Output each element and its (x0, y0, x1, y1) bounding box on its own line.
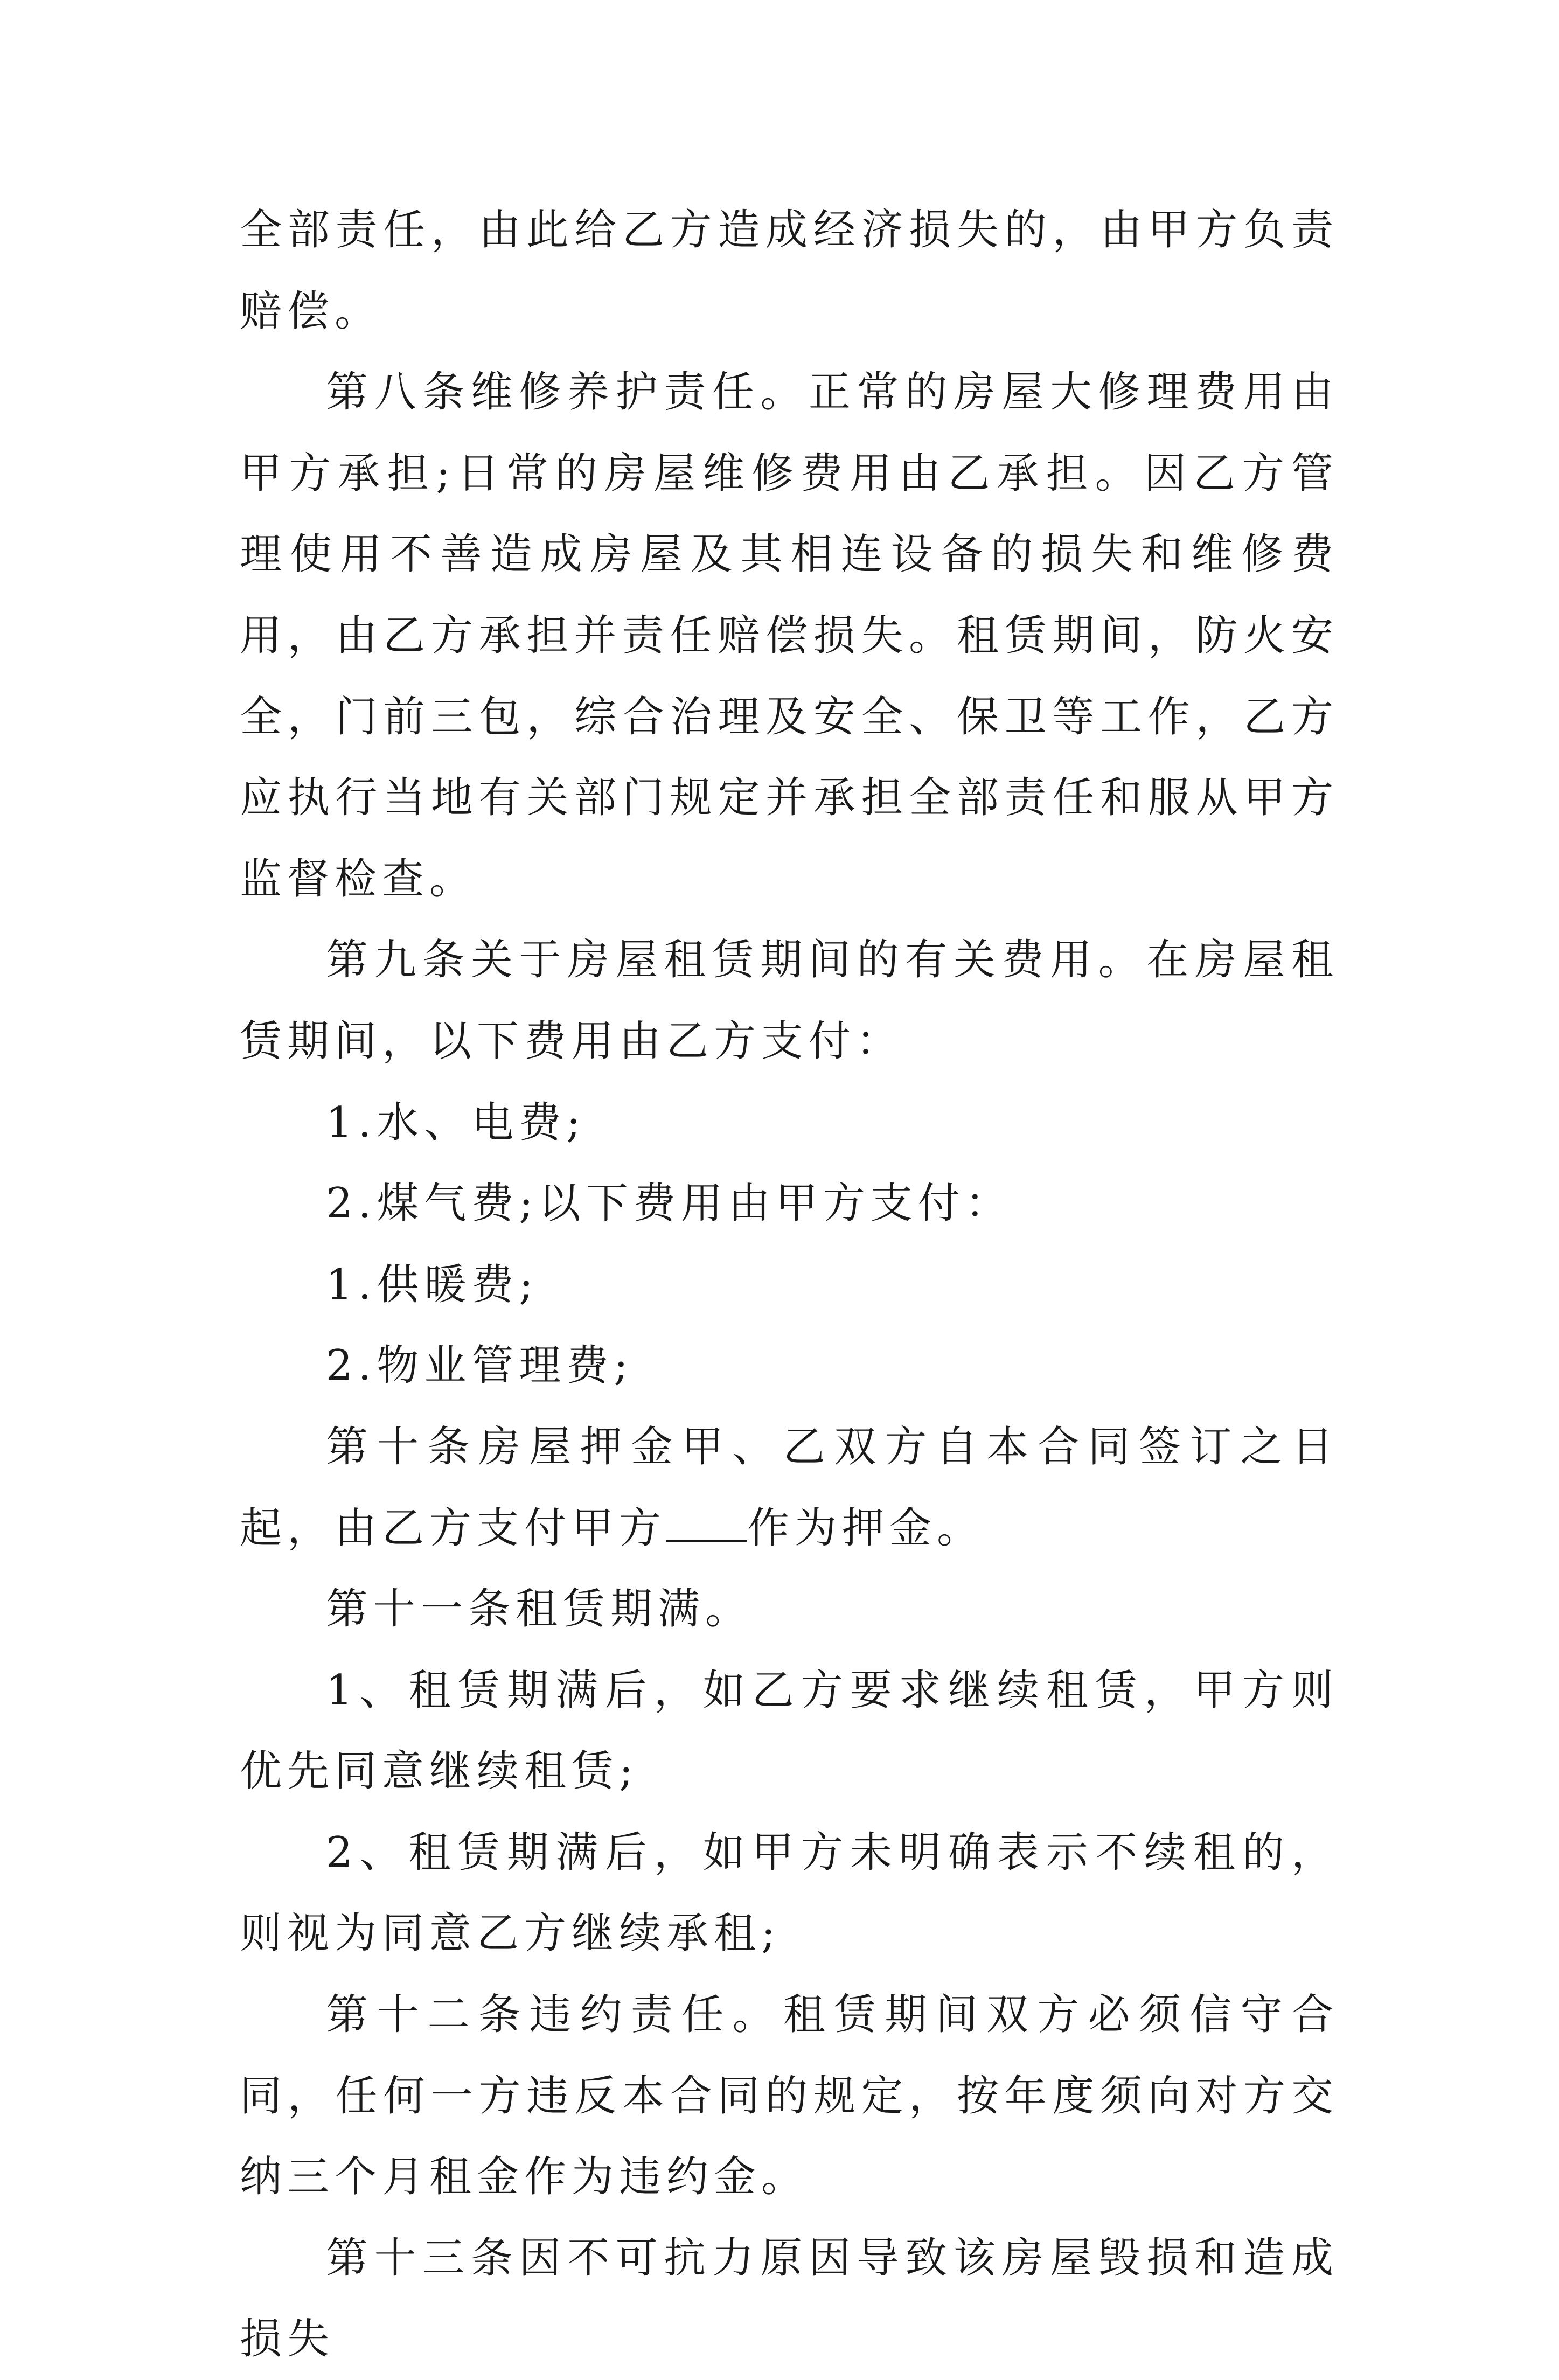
paragraph-article-12-breach: 第十二条违约责任。租赁期间双方必须信守合同，任何一方违反本合同的规定，按年度须向对方交纳三个月租金作为违约金。 (240, 1991, 1339, 2202)
list-item-expiry-renewal-request: 1、租赁期满后，如乙方要求继续租赁，甲方则优先同意继续租赁; (240, 1666, 1339, 1796)
list-item-gas: 2.煤气费;以下费用由甲方支付： (326, 1179, 1013, 1228)
list-item-water-electricity: 1.水、电费; (326, 1098, 586, 1147)
list-item-heating: 1.供暖费; (326, 1260, 539, 1309)
deposit-amount-blank (666, 1508, 747, 1542)
paragraph-article-13-force-majeure: 第十三条因不可抗力原因导致该房屋毁损和造成损失 (240, 2233, 1339, 2364)
document-page (240, 190, 1339, 2380)
list-item-property-management: 2.物业管理费; (326, 1341, 634, 1390)
paragraph-liability-end: 全部责任，由此给乙方造成经济损失的，由甲方负责赔偿。 (240, 206, 1339, 336)
deposit-text-before: 第十条房屋押金甲、乙双方自本合同签订之日起，由乙方支付甲方 (240, 1422, 1339, 1553)
list-item-expiry-implied-renewal: 2、租赁期满后，如甲方未明确表示不续租的，则视为同意乙方继续承租; (240, 1828, 1339, 1958)
paragraph-article-11-expiry: 第十一条租赁期满。 (326, 1585, 753, 1634)
deposit-text-after: 作为押金。 (747, 1504, 985, 1553)
paragraph-article-8-maintenance: 第八条维修养护责任。正常的房屋大修理费用由甲方承担;日常的房屋维修费用由乙承担。因乙方管理使用不善造成房屋及其相连设备的损失和维修费用，由乙方承担并责任赔偿损失。租赁期间，防火安全，门前三包，综合治理及安全、保卫等工作，乙方应执行当地有关部门规定并承担全部责任和服从甲方监督检查。 (240, 368, 1339, 903)
paragraph-article-10-deposit (240, 1407, 1339, 1569)
paragraph-article-9-fees: 第九条关于房屋租赁期间的有关费用。在房屋租赁期间，以下费用由乙方支付： (240, 936, 1339, 1066)
